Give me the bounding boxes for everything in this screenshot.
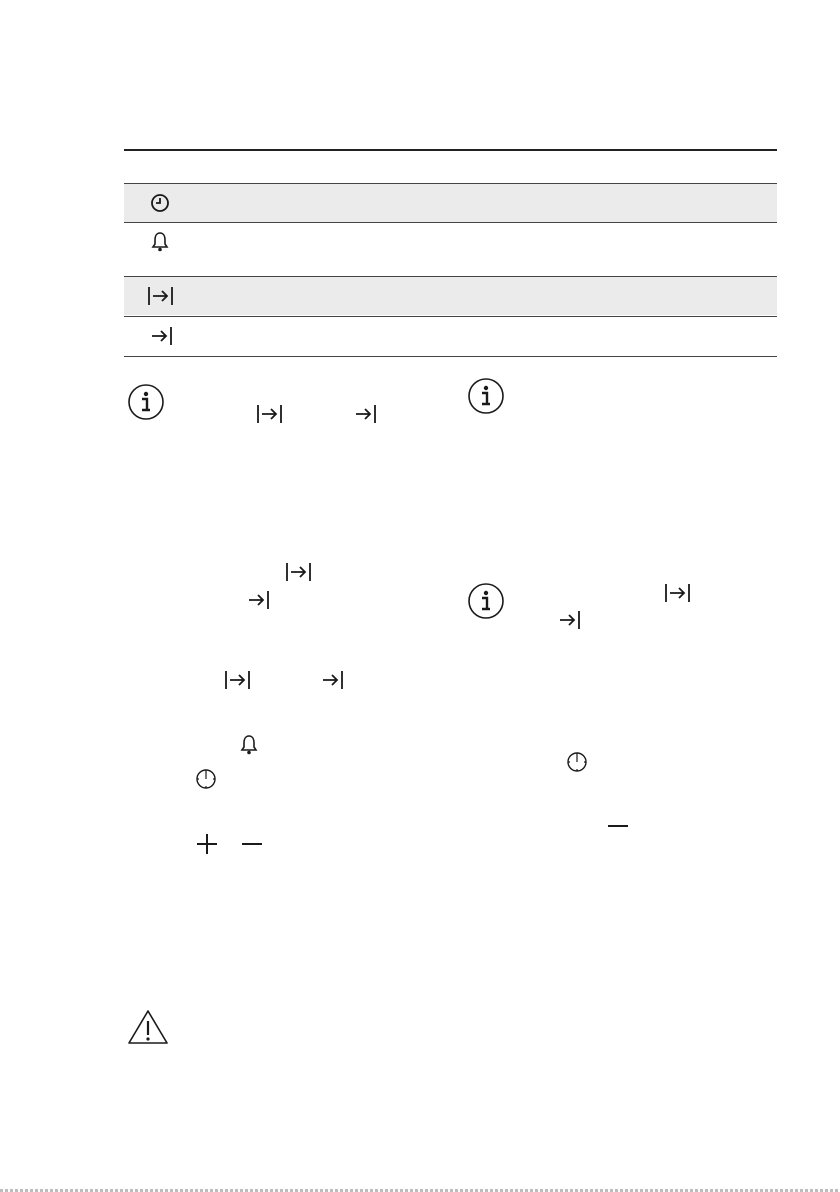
bar-arrow-bar-icon: [285, 561, 312, 583]
warning-icon: [127, 1009, 169, 1045]
bell-icon: [151, 231, 169, 253]
table-row-divider: [124, 183, 777, 184]
table-row-divider: [124, 222, 777, 223]
info-icon: [467, 582, 505, 620]
table-row-bell: [124, 277, 777, 315]
bar-arrow-bar-icon: [224, 669, 251, 691]
table-bottom-rule: [124, 356, 777, 357]
minus-icon: [240, 832, 264, 856]
table-row-divider: [124, 276, 777, 277]
bell-icon: [240, 734, 258, 756]
table-row-clock: [124, 184, 777, 222]
bar-arrow-bar-icon: [664, 582, 691, 604]
clock-icon: [566, 751, 588, 773]
clock-icon: [195, 768, 217, 790]
arrow-bar-icon: [321, 669, 345, 691]
plus-icon: [195, 832, 219, 856]
arrow-bar-icon: [150, 325, 174, 347]
arrow-bar-icon: [354, 403, 378, 425]
arrow-bar-icon: [558, 609, 582, 631]
table-row-divider: [124, 316, 777, 317]
info-icon: [467, 377, 505, 415]
arrow-bar-icon: [247, 589, 271, 611]
info-icon: [127, 383, 165, 421]
bar-arrow-bar-icon: [147, 285, 174, 307]
clock-icon: [150, 193, 170, 213]
minus-icon: [606, 814, 630, 838]
bar-arrow-bar-icon: [256, 403, 283, 425]
table-top-rule: [124, 149, 777, 151]
